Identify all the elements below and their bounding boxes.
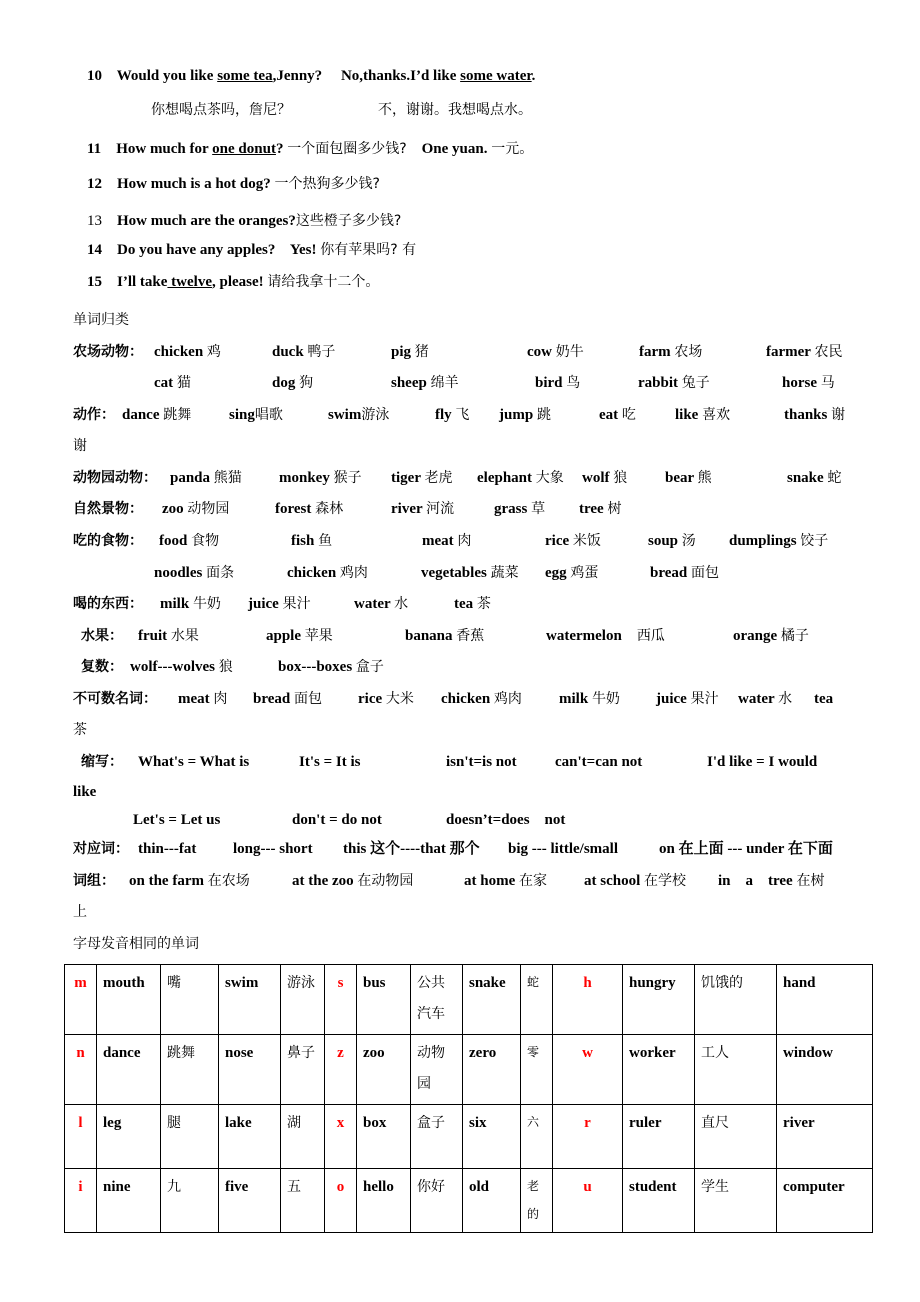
chinese-word-cell: 直尺 (695, 1105, 777, 1169)
word-pair: eat 吃 (599, 407, 636, 423)
english-word-cell: worker (623, 1035, 695, 1105)
category-label: 复数： (81, 659, 123, 675)
abbr-item: It's = It is (299, 754, 361, 770)
section-title-letters: 字母发音相同的单词 (73, 936, 199, 952)
category-label: 对应词： (73, 841, 129, 857)
word-pair: soup 汤 (648, 533, 696, 549)
word-pair: bread 面包 (650, 565, 719, 581)
word-pair: at school 在学校 (584, 873, 686, 889)
category-label: 喝的东西： (73, 596, 143, 612)
abbr-item: don't = do not (292, 812, 382, 828)
letter-cell: s (325, 965, 357, 1035)
answer-text: No,thanks.I’d like (340, 68, 461, 84)
sentence-15 (87, 272, 379, 292)
food-row-2 (73, 563, 863, 583)
letter-cell: i (65, 1169, 97, 1233)
word-pair: cat 猫 (154, 375, 191, 391)
word-item: tea (814, 691, 834, 707)
word-pair: fish 鱼 (291, 533, 333, 549)
word-pair: swim游泳 (328, 407, 390, 423)
letter-cell: l (65, 1105, 97, 1169)
letter-cell: u (553, 1169, 623, 1233)
translation-10a: 你想喝点茶吗，詹尼？ (151, 102, 291, 118)
english-word-cell: zero (463, 1035, 521, 1105)
english-word-cell: hungry (623, 965, 695, 1035)
sentence-number: 15 (87, 274, 102, 290)
word-pair: snake 蛇 (787, 470, 842, 486)
word-pair: tree 树 (579, 501, 622, 517)
word-pair: wolf 狼 (582, 470, 628, 486)
category-label: 水果： (81, 628, 123, 644)
sentence-number: 12 (87, 176, 102, 192)
word-pair: panda 熊猫 (170, 470, 242, 486)
word-pair: farm 农场 (639, 344, 703, 360)
chinese-word-cell: 你好 (411, 1169, 463, 1233)
word-pair: tiger 老虎 (391, 470, 453, 486)
chinese-word-cell: 腿 (161, 1105, 219, 1169)
english-word-cell: swim (219, 965, 281, 1035)
translation: 一元。 (491, 141, 534, 157)
opposites-row (73, 839, 863, 859)
letter-cell: h (553, 965, 623, 1035)
opposite-item: big --- little/small (508, 841, 618, 857)
underlined-phrase: some tea (217, 68, 273, 84)
word-pair: jump 跳 (499, 407, 551, 423)
sentence-11 (87, 139, 533, 159)
word-pair: like 喜欢 (675, 407, 731, 423)
abbr-item: can't=can not (555, 754, 643, 770)
drinks-row (73, 594, 863, 614)
word-pair: on the farm 在农场 (129, 873, 250, 889)
word-pair: fly 飞 (435, 407, 470, 423)
word-pair: vegetables 蔬菜 (421, 565, 519, 581)
question-text: Do you have any apples? (117, 242, 276, 258)
word-pair: monkey 猴子 (279, 470, 362, 486)
word-pair: pig 猪 (391, 344, 429, 360)
chinese-word-cell: 学生 (695, 1169, 777, 1233)
word-pair: elephant 大象 (477, 470, 564, 486)
word-pair: juice 果汁 (248, 596, 311, 612)
word-pair: rice 大米 (358, 691, 414, 707)
word-pair: at the zoo 在动物园 (292, 873, 414, 889)
abbr-item: I'd like = I would (707, 754, 818, 770)
abbr-item: isn't=is not (446, 754, 517, 770)
letter-cell: n (65, 1035, 97, 1105)
letter-table-row (65, 1035, 873, 1105)
question-end: ? (275, 141, 284, 157)
english-word-cell: leg (97, 1105, 161, 1169)
translation: 一个面包圈多少钱? (287, 141, 407, 157)
word-pair: meat 肉 (422, 533, 472, 549)
letter-table-row (65, 965, 873, 1035)
english-word-cell: bus (357, 965, 411, 1035)
word-pair: chicken 鸡肉 (287, 565, 368, 581)
letter-table-row (65, 1105, 873, 1169)
word-pair: dumplings 饺子 (729, 533, 829, 549)
sentence-12 (87, 174, 380, 194)
category-label: 不可数名词： (73, 691, 157, 707)
word-pair: cow 奶牛 (527, 344, 584, 360)
english-word-cell: zoo (357, 1035, 411, 1105)
question-text: I’ll take (117, 274, 168, 290)
word-pair: at home 在家 (464, 873, 547, 889)
letter-cell: m (65, 965, 97, 1035)
english-word-cell: box (357, 1105, 411, 1169)
abbr-item: What's = What is (138, 754, 250, 770)
word-pair: dance 跳舞 (122, 407, 192, 423)
translation-10b: 不，谢谢。我想喝点水。 (378, 102, 532, 118)
category-label: 农场动物： (73, 344, 143, 360)
word-pair: milk 牛奶 (559, 691, 620, 707)
chinese-word-cell: 嘴 (161, 965, 219, 1035)
word-pair: sheep 绵羊 (391, 375, 459, 391)
chinese-word-cell: 蛇 (521, 965, 553, 1035)
word-pair: egg 鸡蛋 (545, 565, 599, 581)
english-word-cell: hand (777, 965, 873, 1035)
food-row-1 (73, 531, 863, 551)
word-pair: box---boxes 盒子 (278, 659, 384, 675)
opposite-item: long--- short (233, 841, 313, 857)
chinese-word-cell: 湖 (281, 1105, 325, 1169)
word-pair: noodles 面条 (154, 565, 235, 581)
chinese-word-cell: 盒子 (411, 1105, 463, 1169)
english-word-cell: computer (777, 1169, 873, 1233)
abbr-row-2 (73, 810, 863, 830)
plural-row (73, 657, 863, 677)
letter-cell: w (553, 1035, 623, 1105)
chinese-word-cell: 跳舞 (161, 1035, 219, 1105)
word-pair: watermelon 西瓜 (546, 628, 665, 644)
chinese-word-cell: 鼻子 (281, 1035, 325, 1105)
underlined-phrase: some water (460, 68, 532, 84)
question-text: How much is a hot dog? (117, 176, 271, 192)
word-pair: grass 草 (494, 501, 546, 517)
english-word-cell: old (463, 1169, 521, 1233)
english-word-cell: six (463, 1105, 521, 1169)
letter-table-row (65, 1169, 873, 1233)
actions-wrap: 谢 (73, 438, 87, 454)
category-label: 动物园动物： (73, 470, 157, 486)
english-word-cell: window (777, 1035, 873, 1105)
word-pair: food 食物 (159, 533, 220, 549)
english-word-cell: river (777, 1105, 873, 1169)
category-label: 词组： (73, 873, 115, 889)
underlined-phrase: one donut (212, 141, 276, 157)
english-word-cell: mouth (97, 965, 161, 1035)
chinese-word-cell: 五 (281, 1169, 325, 1233)
translation: 你有苹果吗? 有 (320, 242, 417, 258)
underlined-phrase: twelve (167, 274, 212, 290)
farm-row-1 (73, 342, 863, 362)
uncountable-wrap: 茶 (73, 722, 87, 738)
word-pair: sing唱歌 (229, 407, 283, 423)
word-pair: bird 鸟 (535, 375, 581, 391)
word-pair: rabbit 兔子 (638, 375, 710, 391)
category-label: 动作： (73, 407, 115, 423)
letter-cell: x (325, 1105, 357, 1169)
sentence-number: 14 (87, 242, 102, 258)
word-pair: forest 森林 (275, 501, 344, 517)
sentence-13 (87, 211, 401, 231)
sentence-10 (87, 66, 535, 86)
sentence-number: 13 (87, 213, 102, 229)
opposite-item: this 这个----that 那个 (343, 841, 480, 857)
word-pair: tea 茶 (454, 596, 491, 612)
translation: 请给我拿十二个。 (267, 274, 380, 290)
nature-row (73, 499, 863, 519)
farm-row-2 (73, 373, 863, 393)
word-pair: thanks 谢 (784, 407, 846, 423)
chinese-word-cell: 饥饿的 (695, 965, 777, 1035)
english-word-cell: ruler (623, 1105, 695, 1169)
word-pair: banana 香蕉 (405, 628, 485, 644)
letter-cell: o (325, 1169, 357, 1233)
word-pair: meat 肉 (178, 691, 228, 707)
abbr-row-1 (73, 752, 863, 772)
letter-sound-table (64, 964, 873, 1233)
phrases-row (73, 871, 863, 891)
phrases-wrap: 上 (73, 904, 87, 920)
chinese-word-cell: 工人 (695, 1035, 777, 1105)
uncountable-row (73, 689, 863, 709)
answer-end: . (531, 68, 536, 84)
translation: 一个热狗多少钱? (274, 176, 380, 192)
word-pair: duck 鸭子 (272, 344, 336, 360)
word-pair: juice 果汁 (656, 691, 719, 707)
word-pair: horse 马 (782, 375, 835, 391)
chinese-word-cell: 九 (161, 1169, 219, 1233)
actions-row (73, 405, 863, 425)
abbr-item: Let's = Let us (133, 812, 221, 828)
opposite-item: thin---fat (138, 841, 197, 857)
english-word-cell: student (623, 1169, 695, 1233)
chinese-word-cell: 零 (521, 1035, 553, 1105)
chinese-word-cell: 动物园 (411, 1035, 463, 1105)
word-pair: bear 熊 (665, 470, 712, 486)
chinese-word-cell: 老的 (521, 1169, 553, 1233)
category-label: 缩写： (81, 754, 123, 770)
word-pair: river 河流 (391, 501, 455, 517)
translation: 这些橙子多少钱? (295, 213, 402, 229)
opposite-item: on 在上面 --- under 在下面 (659, 841, 833, 857)
word-pair: dog 狗 (272, 375, 314, 391)
question-text: How much for (116, 141, 213, 157)
word-pair: zoo 动物园 (162, 501, 230, 517)
word-pair: wolf---wolves 狼 (130, 659, 233, 675)
zoo-row (73, 468, 863, 488)
sentence-number: 11 (87, 141, 102, 157)
fruit-row (73, 626, 863, 646)
category-label: 吃的食物： (73, 533, 143, 549)
answer-text: Yes! (289, 242, 317, 258)
english-word-cell: snake (463, 965, 521, 1035)
sentence-14 (87, 240, 416, 260)
category-label: 自然景物： (73, 501, 143, 517)
word-pair: water 水 (354, 596, 409, 612)
question-end: , please! (211, 274, 264, 290)
english-word-cell: dance (97, 1035, 161, 1105)
word-pair: chicken 鸡 (154, 344, 221, 360)
english-word-cell: hello (357, 1169, 411, 1233)
word-pair: apple 苹果 (266, 628, 333, 644)
chinese-word-cell: 六 (521, 1105, 553, 1169)
abbr-item: doesn’t=does not (446, 812, 566, 828)
section-title-words: 单词归类 (73, 312, 129, 328)
word-pair: rice 米饭 (545, 533, 601, 549)
english-word-cell: nine (97, 1169, 161, 1233)
word-pair: bread 面包 (253, 691, 322, 707)
sentence-number: 10 (87, 68, 102, 84)
word-pair: milk 牛奶 (160, 596, 221, 612)
answer-text: One yuan. (421, 141, 488, 157)
word-pair: fruit 水果 (138, 628, 199, 644)
abbr-wrap: like (73, 784, 97, 800)
question-text: Would you like (116, 68, 218, 84)
question-text: How much are the oranges? (117, 213, 296, 229)
word-pair: in a tree 在树 (718, 873, 825, 889)
letter-cell: r (553, 1105, 623, 1169)
english-word-cell: lake (219, 1105, 281, 1169)
word-pair: farmer 农民 (766, 344, 843, 360)
question-end: ,Jenny? (272, 68, 323, 84)
word-pair: water 水 (738, 691, 793, 707)
word-pair: chicken 鸡肉 (441, 691, 522, 707)
english-word-cell: nose (219, 1035, 281, 1105)
chinese-word-cell: 公共汽车 (411, 965, 463, 1035)
letter-cell: z (325, 1035, 357, 1105)
word-pair: orange 橘子 (733, 628, 809, 644)
chinese-word-cell: 游泳 (281, 965, 325, 1035)
english-word-cell: five (219, 1169, 281, 1233)
